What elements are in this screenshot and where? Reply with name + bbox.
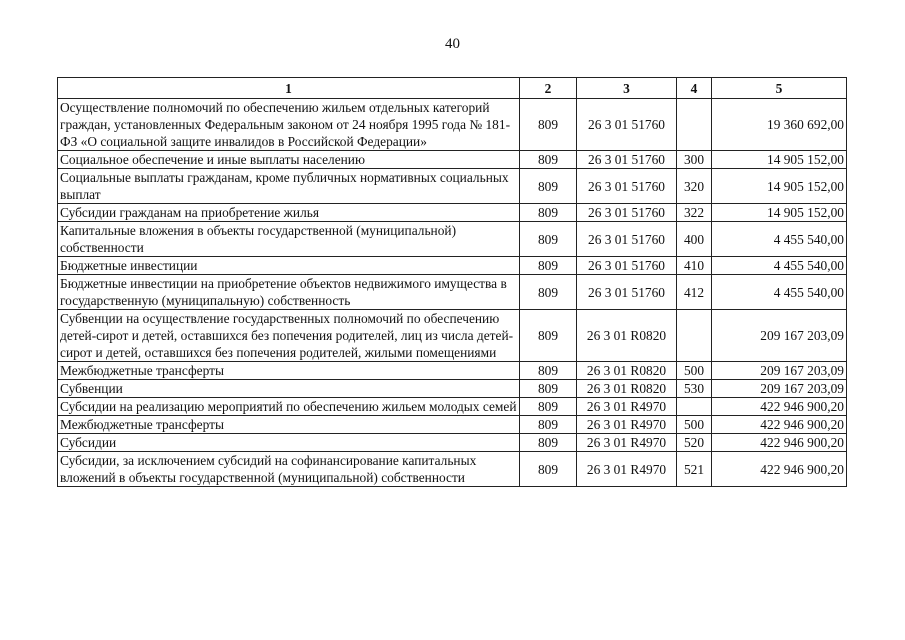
row-amount: 422 946 900,20 — [712, 452, 847, 487]
row-amount: 209 167 203,09 — [712, 380, 847, 398]
row-ministry-code: 809 — [520, 204, 577, 222]
row-ministry-code: 809 — [520, 151, 577, 169]
row-ministry-code: 809 — [520, 257, 577, 275]
row-expense-type: 400 — [677, 222, 712, 257]
row-amount: 422 946 900,20 — [712, 434, 847, 452]
row-target-code: 26 3 01 R0820 — [577, 362, 677, 380]
row-amount: 4 455 540,00 — [712, 275, 847, 310]
row-target-code: 26 3 01 51760 — [577, 99, 677, 151]
row-ministry-code: 809 — [520, 362, 577, 380]
row-expense-type: 410 — [677, 257, 712, 275]
table-row — [58, 398, 847, 416]
table-row — [58, 257, 847, 275]
row-ministry-code: 809 — [520, 222, 577, 257]
row-name: Субвенции на осуществление государственных полномочий по обеспечению детей-сирот и детей, оставшихся без попечения родителей, лиц из числа детей-сирот и детей, оставшихся без попечения родителей, жилыми помещениями — [58, 310, 520, 362]
row-ministry-code: 809 — [520, 416, 577, 434]
row-amount: 14 905 152,00 — [712, 169, 847, 204]
row-target-code: 26 3 01 R4970 — [577, 452, 677, 487]
row-expense-type — [677, 310, 712, 362]
row-target-code: 26 3 01 51760 — [577, 204, 677, 222]
row-ministry-code: 809 — [520, 310, 577, 362]
header-col-3: 3 — [577, 78, 677, 99]
table-row — [58, 99, 847, 151]
row-target-code: 26 3 01 R4970 — [577, 416, 677, 434]
row-target-code: 26 3 01 51760 — [577, 169, 677, 204]
table-row — [58, 452, 847, 487]
row-amount: 14 905 152,00 — [712, 151, 847, 169]
row-expense-type: 322 — [677, 204, 712, 222]
row-ministry-code: 809 — [520, 169, 577, 204]
row-amount: 209 167 203,09 — [712, 310, 847, 362]
header-col-4: 4 — [677, 78, 712, 99]
row-expense-type — [677, 99, 712, 151]
row-target-code: 26 3 01 R0820 — [577, 380, 677, 398]
row-expense-type: 300 — [677, 151, 712, 169]
header-col-2: 2 — [520, 78, 577, 99]
row-name: Социальное обеспечение и иные выплаты населению — [58, 151, 520, 169]
table-row — [58, 362, 847, 380]
row-target-code: 26 3 01 R4970 — [577, 398, 677, 416]
row-name: Капитальные вложения в объекты государственной (муниципальной) собственности — [58, 222, 520, 257]
header-col-5: 5 — [712, 78, 847, 99]
row-expense-type: 530 — [677, 380, 712, 398]
row-target-code: 26 3 01 R0820 — [577, 310, 677, 362]
row-name: Субсидии гражданам на приобретение жилья — [58, 204, 520, 222]
row-name: Субсидии — [58, 434, 520, 452]
row-name: Бюджетные инвестиции — [58, 257, 520, 275]
table-row — [58, 380, 847, 398]
table-header-row — [58, 78, 847, 99]
row-amount: 209 167 203,09 — [712, 362, 847, 380]
row-amount: 19 360 692,00 — [712, 99, 847, 151]
row-name: Субсидии, за исключением субсидий на софинансирование капитальных вложений в объекты государственной (муниципальной) собственности — [58, 452, 520, 487]
row-ministry-code: 809 — [520, 434, 577, 452]
table-row — [58, 310, 847, 362]
row-amount: 4 455 540,00 — [712, 257, 847, 275]
row-expense-type: 500 — [677, 416, 712, 434]
row-name: Межбюджетные трансферты — [58, 362, 520, 380]
row-expense-type: 521 — [677, 452, 712, 487]
row-ministry-code: 809 — [520, 452, 577, 487]
row-ministry-code: 809 — [520, 380, 577, 398]
row-expense-type: 500 — [677, 362, 712, 380]
row-ministry-code: 809 — [520, 99, 577, 151]
table-row — [58, 416, 847, 434]
header-col-1: 1 — [58, 78, 520, 99]
row-target-code: 26 3 01 51760 — [577, 275, 677, 310]
row-amount: 14 905 152,00 — [712, 204, 847, 222]
table-row — [58, 434, 847, 452]
row-name: Осуществление полномочий по обеспечению жильем отдельных категорий граждан, установленных Федеральным законом от 24 ноября 1995 года № 181-ФЗ «О социальной защите инвалидов в Российской Федерации» — [58, 99, 520, 151]
budget-table — [57, 77, 847, 487]
row-name: Межбюджетные трансферты — [58, 416, 520, 434]
row-amount: 4 455 540,00 — [712, 222, 847, 257]
row-expense-type: 520 — [677, 434, 712, 452]
table-row — [58, 222, 847, 257]
row-target-code: 26 3 01 51760 — [577, 257, 677, 275]
row-amount: 422 946 900,20 — [712, 416, 847, 434]
row-expense-type: 412 — [677, 275, 712, 310]
table-row — [58, 204, 847, 222]
page-number: 40 — [445, 36, 460, 52]
row-expense-type: 320 — [677, 169, 712, 204]
table-row — [58, 275, 847, 310]
row-name: Субвенции — [58, 380, 520, 398]
table-row — [58, 169, 847, 204]
row-ministry-code: 809 — [520, 398, 577, 416]
row-target-code: 26 3 01 R4970 — [577, 434, 677, 452]
row-target-code: 26 3 01 51760 — [577, 151, 677, 169]
row-name: Бюджетные инвестиции на приобретение объектов недвижимого имущества в государственную (муниципальную) собственность — [58, 275, 520, 310]
row-name: Субсидии на реализацию мероприятий по обеспечению жильем молодых семей — [58, 398, 520, 416]
row-expense-type — [677, 398, 712, 416]
row-ministry-code: 809 — [520, 275, 577, 310]
row-name: Социальные выплаты гражданам, кроме публичных нормативных социальных выплат — [58, 169, 520, 204]
row-target-code: 26 3 01 51760 — [577, 222, 677, 257]
table-row — [58, 151, 847, 169]
row-amount: 422 946 900,20 — [712, 398, 847, 416]
